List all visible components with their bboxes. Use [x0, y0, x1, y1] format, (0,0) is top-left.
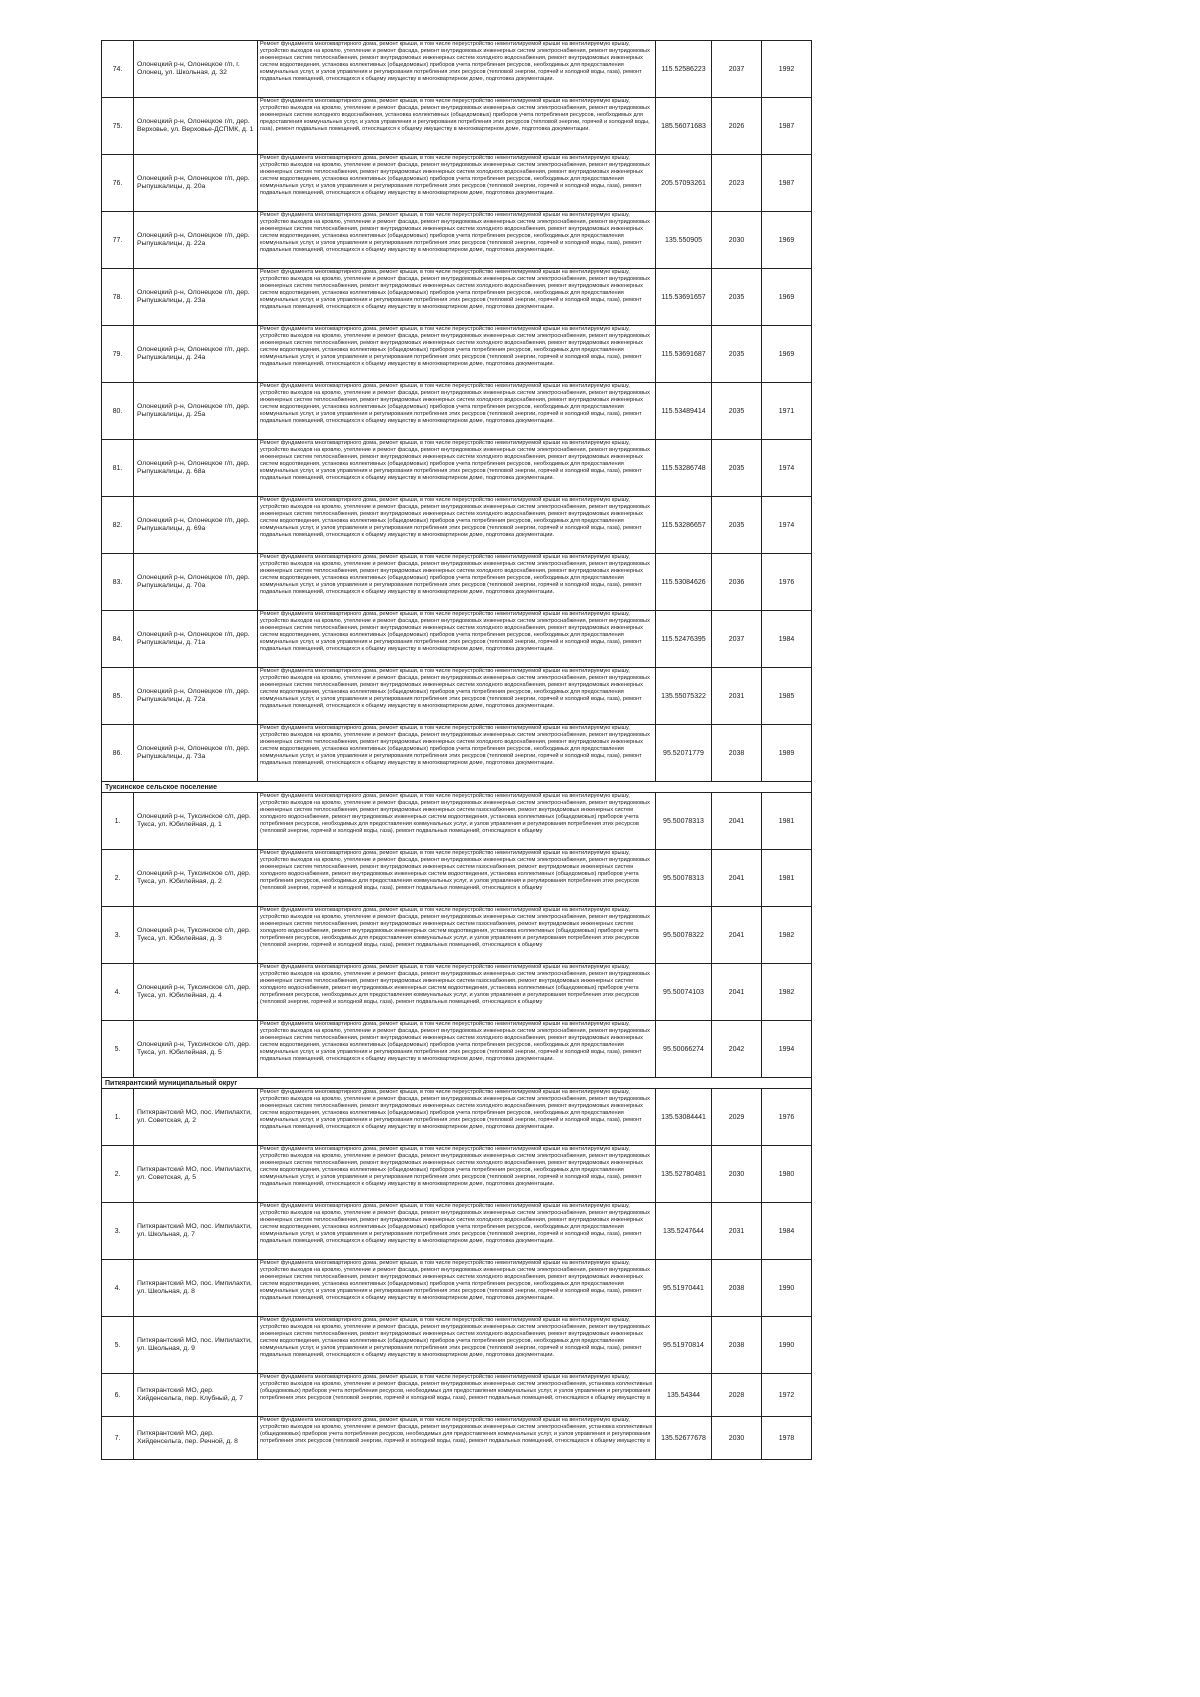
built-year-cell: 1987	[762, 155, 812, 212]
table-row	[102, 155, 812, 212]
work-description-text: Ремонт фундамента многоквартирного дома, ремонт крыши, в том числе переустройство невентилируемой крыши на вентилируемую крышу, устройство выходов на кровлю, утепление и ремонт фасада, ремонт внутридомовых инженерных систем электроснабжения, ремонт внутридомовых инженерных систем теплоснабжения, ремонт внутридомовых инженерных систем холодного водоснабжения, ремонт внутридомовых инженерных систем водоотведения, установка коллективных (общедомовых) приборов учета потребления ресурсов, необходимых для предоставления коммунальных услуг, и узлов управления и регулирования потребления этих ресурсов (тепловой энергии, горячей и холодной воды, газа), ремонт подвальных помещений, относящихся к общему имуществу в многоквартирном доме, подготовка документации.	[260, 1146, 650, 1188]
capital-repair-table	[101, 40, 812, 1460]
work-description-text: Ремонт фундамента многоквартирного дома, ремонт крыши, в том числе переустройство невентилируемой крыши на вентилируемую крышу, устройство выходов на кровлю, утепление и ремонт фасада, ремонт внутридомовых инженерных систем электроснабжения, ремонт внутридомовых инженерных систем теплоснабжения, ремонт внутридомовых инженерных систем газоснабжения, ремонт внутридомовых инженерных систем холодного водоснабжения, ремонт внутридомовых инженерных систем водоотведения, установка коллективных (общедомовых) приборов учета потребления ресурсов, необходимых для предоставления коммунальных услуг, и узлов управления и регулирования потребления этих ресурсов (тепловой энергии, горячей и холодной воды, газа), ремонт подвальных помещений, относящихся к общему	[260, 907, 650, 949]
built-year-cell: 1969	[762, 326, 812, 383]
table-row	[102, 383, 812, 440]
row-number: 1.	[102, 793, 134, 850]
planned-year-cell: 2023	[712, 155, 762, 212]
planned-year-cell: 2035	[712, 440, 762, 497]
row-number: 74.	[102, 41, 134, 98]
row-number: 78.	[102, 269, 134, 326]
work-description-cell	[258, 1089, 656, 1146]
built-year-cell: 1990	[762, 1260, 812, 1317]
table-row	[102, 964, 812, 1021]
built-year-cell: 1976	[762, 554, 812, 611]
address-cell: Олонецкий р-н, Олонецкое г/п, дер. Рыпушкалицы, д. 25а	[134, 383, 258, 440]
address-cell: Олонецкий р-н, Олонецкое г/п, дер. Рыпушкалицы, д. 23а	[134, 269, 258, 326]
work-description-text: Ремонт фундамента многоквартирного дома, ремонт крыши, в том числе переустройство невентилируемой крыши на вентилируемую крышу, устройство выходов на кровлю, утепление и ремонт фасада, ремонт внутридомовых инженерных систем электроснабжения, ремонт внутридомовых инженерных систем теплоснабжения, ремонт внутридомовых инженерных систем холодного водоснабжения, ремонт внутридомовых инженерных систем водоотведения, установка коллективных (общедомовых) приборов учета потребления ресурсов, необходимых для предоставления коммунальных услуг, и узлов управления и регулирования потребления этих ресурсов (тепловой энергии, горячей и холодной воды, газа), ремонт подвальных помещений, относящихся к общему имуществу в многоквартирном доме, подготовка документации.	[260, 440, 650, 482]
cost-cell: 95.51970814	[656, 1317, 712, 1374]
row-number: 77.	[102, 212, 134, 269]
built-year-cell: 1972	[762, 1374, 812, 1417]
address-cell: Олонецкий р-н, Олонецкое г/п, дер. Рыпушкалицы, д. 71а	[134, 611, 258, 668]
row-number: 86.	[102, 725, 134, 782]
section-title: Питкярантский муниципальный округ	[102, 1078, 812, 1089]
table-row	[102, 793, 812, 850]
row-number: 81.	[102, 440, 134, 497]
work-description-text: Ремонт фундамента многоквартирного дома, ремонт крыши, в том числе переустройство невентилируемой крыши на вентилируемую крышу, устройство выходов на кровлю, утепление и ремонт фасада, ремонт внутридомовых инженерных систем электроснабжения, ремонт внутридомовых инженерных систем теплоснабжения, ремонт внутридомовых инженерных систем холодного водоснабжения, ремонт внутридомовых инженерных систем водоотведения, установка коллективных (общедомовых) приборов учета потребления ресурсов, необходимых для предоставления коммунальных услуг, и узлов управления и регулирования потребления этих ресурсов (тепловой энергии, горячей и холодной воды, газа), ремонт подвальных помещений, относящихся к общему имуществу в многоквартирном доме, подготовка документации.	[260, 1317, 650, 1359]
work-description-cell	[258, 383, 656, 440]
built-year-cell: 1990	[762, 1317, 812, 1374]
address-cell: Олонецкий р-н, Туксинское с/п, дер. Тукса, ул. Юбилейная, д. 2	[134, 850, 258, 907]
cost-cell: 115.53691657	[656, 269, 712, 326]
work-description-text: Ремонт фундамента многоквартирного дома, ремонт крыши, в том числе переустройство невентилируемой крыши на вентилируемую крышу, устройство выходов на кровлю, утепление и ремонт фасада, ремонт внутридомовых инженерных систем электроснабжения, ремонт внутридомовых инженерных систем холодного водоснабжения, установка коллективных (общедомовых) приборов учета потребления ресурсов, необходимых для предоставления коммунальных услуг, и узлов управления и регулирования потребления этих ресурсов (тепловой энергии, горячей и холодной воды, газа), ремонт подвальных помещений, относящихся к общему имуществу в многоквартирном доме, подготовка документации.	[260, 98, 650, 133]
table-row	[102, 1417, 812, 1460]
cost-cell: 135.5247644	[656, 1203, 712, 1260]
cost-cell: 115.53286748	[656, 440, 712, 497]
work-description-text: Ремонт фундамента многоквартирного дома, ремонт крыши, в том числе переустройство невентилируемой крыши на вентилируемую крышу, устройство выходов на кровлю, утепление и ремонт фасада, ремонт внутридомовых инженерных систем электроснабжения, ремонт внутридомовых инженерных систем теплоснабжения, ремонт внутридомовых инженерных систем холодного водоснабжения, ремонт внутридомовых инженерных систем водоотведения, установка коллективных (общедомовых) приборов учета потребления ресурсов, необходимых для предоставления коммунальных услуг, и узлов управления и регулирования потребления этих ресурсов (тепловой энергии, горячей и холодной воды, газа), ремонт подвальных помещений, относящихся к общему имуществу в многоквартирном доме, подготовка документации.	[260, 611, 650, 653]
table-row	[102, 269, 812, 326]
planned-year-cell: 2028	[712, 1374, 762, 1417]
address-cell: Питкярантский МО, пос. Импилахти, ул. Школьная, д. 7	[134, 1203, 258, 1260]
row-number: 3.	[102, 907, 134, 964]
work-description-cell	[258, 1203, 656, 1260]
built-year-cell: 1982	[762, 907, 812, 964]
table-body	[102, 41, 812, 1460]
table-row	[102, 1146, 812, 1203]
work-description-cell	[258, 440, 656, 497]
address-cell: Олонецкий р-н, Олонецкое г/п, г. Олонец, ул. Школьная, д. 32	[134, 41, 258, 98]
address-cell: Олонецкий р-н, Туксинское с/п, дер. Тукса, ул. Юбилейная, д. 3	[134, 907, 258, 964]
address-cell: Питкярантский МО, дер. Хийденсельга, пер. Речной, д. 8	[134, 1417, 258, 1460]
planned-year-cell: 2029	[712, 1089, 762, 1146]
address-cell: Олонецкий р-н, Олонецкое г/п, дер. Верховье, ул. Верховье-ДСПМК, д. 1	[134, 98, 258, 155]
work-description-text: Ремонт фундамента многоквартирного дома, ремонт крыши, в том числе переустройство невентилируемой крыши на вентилируемую крышу, устройство выходов на кровлю, утепление и ремонт фасада, ремонт внутридомовых инженерных систем электроснабжения, ремонт внутридомовых инженерных систем теплоснабжения, ремонт внутридомовых инженерных систем холодного водоснабжения, ремонт внутридомовых инженерных систем водоотведения, установка коллективных (общедомовых) приборов учета потребления ресурсов, необходимых для предоставления коммунальных услуг, и узлов управления и регулирования потребления этих ресурсов (тепловой энергии, горячей и холодной воды, газа), ремонт подвальных помещений, относящихся к общему имуществу в многоквартирном доме, подготовка документации.	[260, 725, 650, 767]
planned-year-cell: 2030	[712, 1146, 762, 1203]
built-year-cell: 1980	[762, 1146, 812, 1203]
table-row	[102, 1021, 812, 1078]
table-row	[102, 668, 812, 725]
table-row	[102, 98, 812, 155]
row-number: 3.	[102, 1203, 134, 1260]
work-description-text: Ремонт фундамента многоквартирного дома, ремонт крыши, в том числе переустройство невентилируемой крыши на вентилируемую крышу, устройство выходов на кровлю, утепление и ремонт фасада, ремонт внутридомовых инженерных систем электроснабжения, установка коллективных (общедомовых) приборов учета потребления ресурсов, необходимых для предоставления коммунальных услуг, и узлов управления и регулирования потребления этих ресурсов (тепловой энергии, горячей и холодной воды, газа), ремонт подвальных помещений, относящихся к общему имуществу в	[260, 1417, 653, 1445]
built-year-cell: 1978	[762, 1417, 812, 1460]
built-year-cell: 1981	[762, 793, 812, 850]
address-cell: Олонецкий р-н, Олонецкое г/п, дер. Рыпушкалицы, д. 24а	[134, 326, 258, 383]
row-number: 4.	[102, 964, 134, 1021]
row-number: 83.	[102, 554, 134, 611]
planned-year-cell: 2042	[712, 1021, 762, 1078]
address-cell: Питкярантский МО, пос. Импилахти, ул. Советская, д. 5	[134, 1146, 258, 1203]
built-year-cell: 1984	[762, 611, 812, 668]
planned-year-cell: 2041	[712, 964, 762, 1021]
row-number: 6.	[102, 1374, 134, 1417]
row-number: 80.	[102, 383, 134, 440]
work-description-text: Ремонт фундамента многоквартирного дома, ремонт крыши, в том числе переустройство невентилируемой крыши на вентилируемую крышу, устройство выходов на кровлю, утепление и ремонт фасада, ремонт внутридомовых инженерных систем электроснабжения, ремонт внутридомовых инженерных систем теплоснабжения, ремонт внутридомовых инженерных систем холодного водоснабжения, ремонт внутридомовых инженерных систем водоотведения, установка коллективных (общедомовых) приборов учета потребления ресурсов, необходимых для предоставления коммунальных услуг, и узлов управления и регулирования потребления этих ресурсов (тепловой энергии, горячей и холодной воды, газа), ремонт подвальных помещений, относящихся к общему имуществу в многоквартирном доме, подготовка документации.	[260, 1260, 650, 1302]
row-number: 2.	[102, 1146, 134, 1203]
cost-cell: 115.53084626	[656, 554, 712, 611]
planned-year-cell: 2037	[712, 611, 762, 668]
cost-cell: 95.52071779	[656, 725, 712, 782]
built-year-cell: 1969	[762, 269, 812, 326]
table-row	[102, 725, 812, 782]
cost-cell: 95.51970441	[656, 1260, 712, 1317]
cost-cell: 135.53084441	[656, 1089, 712, 1146]
address-cell: Олонецкий р-н, Олонецкое г/п, дер. Рыпушкалицы, д. 69а	[134, 497, 258, 554]
cost-cell: 185.56071683	[656, 98, 712, 155]
section-title: Туксинское сельское поселение	[102, 782, 812, 793]
built-year-cell: 1984	[762, 1203, 812, 1260]
row-number: 85.	[102, 668, 134, 725]
address-cell: Олонецкий р-н, Олонецкое г/п, дер. Рыпушкалицы, д. 72а	[134, 668, 258, 725]
work-description-cell	[258, 269, 656, 326]
work-description-text: Ремонт фундамента многоквартирного дома, ремонт крыши, в том числе переустройство невентилируемой крыши на вентилируемую крышу, устройство выходов на кровлю, утепление и ремонт фасада, ремонт внутридомовых инженерных систем электроснабжения, ремонт внутридомовых инженерных систем теплоснабжения, ремонт внутридомовых инженерных систем холодного водоснабжения, ремонт внутридомовых инженерных систем водоотведения, установка коллективных (общедомовых) приборов учета потребления ресурсов, необходимых для предоставления коммунальных услуг, и узлов управления и регулирования потребления этих ресурсов (тепловой энергии, горячей и холодной воды, газа), ремонт подвальных помещений, относящихся к общему имуществу в многоквартирном доме, подготовка документации.	[260, 383, 650, 425]
work-description-text: Ремонт фундамента многоквартирного дома, ремонт крыши, в том числе переустройство невентилируемой крыши на вентилируемую крышу, устройство выходов на кровлю, утепление и ремонт фасада, ремонт внутридомовых инженерных систем электроснабжения, ремонт внутридомовых инженерных систем теплоснабжения, ремонт внутридомовых инженерных систем холодного водоснабжения, ремонт внутридомовых инженерных систем водоотведения, установка коллективных (общедомовых) приборов учета потребления ресурсов, необходимых для предоставления коммунальных услуг, и узлов управления и регулирования потребления этих ресурсов (тепловой энергии, горячей и холодной воды, газа), ремонт подвальных помещений, относящихся к общему имуществу в многоквартирном доме, подготовка документации.	[260, 41, 650, 83]
planned-year-cell: 2041	[712, 850, 762, 907]
work-description-text: Ремонт фундамента многоквартирного дома, ремонт крыши, в том числе переустройство невентилируемой крыши на вентилируемую крышу, устройство выходов на кровлю, утепление и ремонт фасада, ремонт внутридомовых инженерных систем электроснабжения, ремонт внутридомовых инженерных систем теплоснабжения, ремонт внутридомовых инженерных систем газоснабжения, ремонт внутридомовых инженерных систем холодного водоснабжения, ремонт внутридомовых инженерных систем водоотведения, установка коллективных (общедомовых) приборов учета потребления ресурсов, необходимых для предоставления коммунальных услуг, и узлов управления и регулирования потребления этих ресурсов (тепловой энергии, горячей и холодной воды, газа), ремонт подвальных помещений, относящихся к общему	[260, 793, 650, 835]
cost-cell: 115.53286657	[656, 497, 712, 554]
address-cell: Питкярантский МО, пос. Импилахти, ул. Школьная, д. 9	[134, 1317, 258, 1374]
table-row	[102, 907, 812, 964]
section-heading-row	[102, 1078, 812, 1089]
row-number: 5.	[102, 1317, 134, 1374]
address-cell: Питкярантский МО, пос. Импилахти, ул. Советская, д. 2	[134, 1089, 258, 1146]
cost-cell: 115.53489414	[656, 383, 712, 440]
cost-cell: 115.52586223	[656, 41, 712, 98]
work-description-text: Ремонт фундамента многоквартирного дома, ремонт крыши, в том числе переустройство невентилируемой крыши на вентилируемую крышу, устройство выходов на кровлю, утепление и ремонт фасада, ремонт внутридомовых инженерных систем электроснабжения, ремонт внутридомовых инженерных систем теплоснабжения, ремонт внутридомовых инженерных систем холодного водоснабжения, ремонт внутридомовых инженерных систем водоотведения, установка коллективных (общедомовых) приборов учета потребления ресурсов, необходимых для предоставления коммунальных услуг, и узлов управления и регулирования потребления этих ресурсов (тепловой энергии, горячей и холодной воды, газа), ремонт подвальных помещений, относящихся к общему имуществу в многоквартирном доме, подготовка документации.	[260, 497, 650, 539]
table-row	[102, 1089, 812, 1146]
address-cell: Олонецкий р-н, Туксинское с/п, дер. Тукса, ул. Юбилейная, д. 1	[134, 793, 258, 850]
work-description-cell	[258, 725, 656, 782]
row-number: 76.	[102, 155, 134, 212]
built-year-cell: 1974	[762, 440, 812, 497]
row-number: 84.	[102, 611, 134, 668]
planned-year-cell: 2038	[712, 1260, 762, 1317]
work-description-text: Ремонт фундамента многоквартирного дома, ремонт крыши, в том числе переустройство невентилируемой крыши на вентилируемую крышу, устройство выходов на кровлю, утепление и ремонт фасада, ремонт внутридомовых инженерных систем электроснабжения, установка коллективных (общедомовых) приборов учета потребления ресурсов, необходимых для предоставления коммунальных услуг, и узлов управления и регулирования потребления этих ресурсов (тепловой энергии, горячей и холодной воды, газа), ремонт подвальных помещений, относящихся к общему имуществу в	[260, 1374, 653, 1402]
work-description-cell	[258, 41, 656, 98]
address-cell: Олонецкий р-н, Олонецкое г/п, дер. Рыпушкалицы, д. 68а	[134, 440, 258, 497]
work-description-cell	[258, 1374, 656, 1417]
planned-year-cell: 2030	[712, 212, 762, 269]
row-number: 2.	[102, 850, 134, 907]
work-description-cell	[258, 1417, 656, 1460]
cost-cell: 95.50066274	[656, 1021, 712, 1078]
cost-cell: 135.52780481	[656, 1146, 712, 1203]
work-description-text: Ремонт фундамента многоквартирного дома, ремонт крыши, в том числе переустройство невентилируемой крыши на вентилируемую крышу, устройство выходов на кровлю, утепление и ремонт фасада, ремонт внутридомовых инженерных систем электроснабжения, ремонт внутридомовых инженерных систем теплоснабжения, ремонт внутридомовых инженерных систем холодного водоснабжения, ремонт внутридомовых инженерных систем водоотведения, установка коллективных (общедомовых) приборов учета потребления ресурсов, необходимых для предоставления коммунальных услуг, и узлов управления и регулирования потребления этих ресурсов (тепловой энергии, горячей и холодной воды, газа), ремонт подвальных помещений, относящихся к общему имуществу в многоквартирном доме, подготовка документации.	[260, 212, 650, 254]
table-row	[102, 41, 812, 98]
built-year-cell: 1971	[762, 383, 812, 440]
table-row	[102, 212, 812, 269]
address-cell: Олонецкий р-н, Туксинское с/п, дер. Тукса, ул. Юбилейная, д. 4	[134, 964, 258, 1021]
table-row	[102, 611, 812, 668]
cost-cell: 95.50078322	[656, 907, 712, 964]
work-description-cell	[258, 497, 656, 554]
table-row	[102, 554, 812, 611]
address-cell: Олонецкий р-н, Олонецкое г/п, дер. Рыпушкалицы, д. 20а	[134, 155, 258, 212]
work-description-cell	[258, 793, 656, 850]
cost-cell: 205.57093261	[656, 155, 712, 212]
work-description-text: Ремонт фундамента многоквартирного дома, ремонт крыши, в том числе переустройство невентилируемой крыши на вентилируемую крышу, устройство выходов на кровлю, утепление и ремонт фасада, ремонт внутридомовых инженерных систем электроснабжения, ремонт внутридомовых инженерных систем теплоснабжения, ремонт внутридомовых инженерных систем холодного водоснабжения, ремонт внутридомовых инженерных систем водоотведения, установка коллективных (общедомовых) приборов учета потребления ресурсов, необходимых для предоставления коммунальных услуг, и узлов управления и регулирования потребления этих ресурсов (тепловой энергии, горячей и холодной воды, газа), ремонт подвальных помещений, относящихся к общему имуществу в многоквартирном доме, подготовка документации.	[260, 1203, 650, 1245]
planned-year-cell: 2026	[712, 98, 762, 155]
table-row	[102, 326, 812, 383]
planned-year-cell: 2031	[712, 668, 762, 725]
built-year-cell: 1992	[762, 41, 812, 98]
built-year-cell: 1974	[762, 497, 812, 554]
work-description-text: Ремонт фундамента многоквартирного дома, ремонт крыши, в том числе переустройство невентилируемой крыши на вентилируемую крышу, устройство выходов на кровлю, утепление и ремонт фасада, ремонт внутридомовых инженерных систем электроснабжения, ремонт внутридомовых инженерных систем теплоснабжения, ремонт внутридомовых инженерных систем холодного водоснабжения, ремонт внутридомовых инженерных систем водоотведения, установка коллективных (общедомовых) приборов учета потребления ресурсов, необходимых для предоставления коммунальных услуг, и узлов управления и регулирования потребления этих ресурсов (тепловой энергии, горячей и холодной воды, газа), ремонт подвальных помещений, относящихся к общему имуществу в многоквартирном доме, подготовка документации.	[260, 326, 650, 368]
planned-year-cell: 2035	[712, 326, 762, 383]
work-description-cell	[258, 155, 656, 212]
table-row	[102, 497, 812, 554]
cost-cell: 115.53691687	[656, 326, 712, 383]
planned-year-cell: 2036	[712, 554, 762, 611]
work-description-text: Ремонт фундамента многоквартирного дома, ремонт крыши, в том числе переустройство невентилируемой крыши на вентилируемую крышу, устройство выходов на кровлю, утепление и ремонт фасада, ремонт внутридомовых инженерных систем электроснабжения, ремонт внутридомовых инженерных систем теплоснабжения, ремонт внутридомовых инженерных систем холодного водоснабжения, ремонт внутридомовых инженерных систем водоотведения, установка коллективных (общедомовых) приборов учета потребления ресурсов, необходимых для предоставления коммунальных услуг, и узлов управления и регулирования потребления этих ресурсов (тепловой энергии, горячей и холодной воды, газа), ремонт подвальных помещений, относящихся к общему имуществу в многоквартирном доме, подготовка документации.	[260, 269, 650, 311]
work-description-text: Ремонт фундамента многоквартирного дома, ремонт крыши, в том числе переустройство невентилируемой крыши на вентилируемую крышу, устройство выходов на кровлю, утепление и ремонт фасада, ремонт внутридомовых инженерных систем электроснабжения, ремонт внутридомовых инженерных систем теплоснабжения, ремонт внутридомовых инженерных систем холодного водоснабжения, ремонт внутридомовых инженерных систем водоотведения, установка коллективных (общедомовых) приборов учета потребления ресурсов, необходимых для предоставления коммунальных услуг, и узлов управления и регулирования потребления этих ресурсов (тепловой энергии, горячей и холодной воды, газа), ремонт подвальных помещений, относящихся к общему имуществу в многоквартирном доме, подготовка документации.	[260, 1021, 650, 1063]
work-description-cell	[258, 850, 656, 907]
planned-year-cell: 2030	[712, 1417, 762, 1460]
address-cell: Олонецкий р-н, Туксинское с/п, дер. Тукса, ул. Юбилейная, д. 5	[134, 1021, 258, 1078]
work-description-cell	[258, 668, 656, 725]
planned-year-cell: 2038	[712, 1317, 762, 1374]
cost-cell: 95.50078313	[656, 793, 712, 850]
work-description-cell	[258, 554, 656, 611]
planned-year-cell: 2035	[712, 269, 762, 326]
row-number: 1.	[102, 1089, 134, 1146]
section-heading-row	[102, 782, 812, 793]
row-number: 82.	[102, 497, 134, 554]
work-description-cell	[258, 326, 656, 383]
work-description-text: Ремонт фундамента многоквартирного дома, ремонт крыши, в том числе переустройство невентилируемой крыши на вентилируемую крышу, устройство выходов на кровлю, утепление и ремонт фасада, ремонт внутридомовых инженерных систем электроснабжения, ремонт внутридомовых инженерных систем теплоснабжения, ремонт внутридомовых инженерных систем холодного водоснабжения, ремонт внутридомовых инженерных систем водоотведения, установка коллективных (общедомовых) приборов учета потребления ресурсов, необходимых для предоставления коммунальных услуг, и узлов управления и регулирования потребления этих ресурсов (тепловой энергии, горячей и холодной воды, газа), ремонт подвальных помещений, относящихся к общему имуществу в многоквартирном доме, подготовка документации.	[260, 554, 650, 596]
cost-cell: 135.55075322	[656, 668, 712, 725]
row-number: 4.	[102, 1260, 134, 1317]
work-description-cell	[258, 1146, 656, 1203]
table-row	[102, 1203, 812, 1260]
built-year-cell: 1985	[762, 668, 812, 725]
built-year-cell: 1989	[762, 725, 812, 782]
built-year-cell: 1987	[762, 98, 812, 155]
table-row	[102, 1374, 812, 1417]
address-cell: Питкярантский МО, пос. Импилахти, ул. Школьная, д. 8	[134, 1260, 258, 1317]
built-year-cell: 1981	[762, 850, 812, 907]
built-year-cell: 1994	[762, 1021, 812, 1078]
cost-cell: 135.52677678	[656, 1417, 712, 1460]
built-year-cell: 1976	[762, 1089, 812, 1146]
work-description-cell	[258, 1260, 656, 1317]
work-description-text: Ремонт фундамента многоквартирного дома, ремонт крыши, в том числе переустройство невентилируемой крыши на вентилируемую крышу, устройство выходов на кровлю, утепление и ремонт фасада, ремонт внутридомовых инженерных систем электроснабжения, ремонт внутридомовых инженерных систем теплоснабжения, ремонт внутридомовых инженерных систем газоснабжения, ремонт внутридомовых инженерных систем холодного водоснабжения, ремонт внутридомовых инженерных систем водоотведения, установка коллективных (общедомовых) приборов учета потребления ресурсов, необходимых для предоставления коммунальных услуг, и узлов управления и регулирования потребления этих ресурсов (тепловой энергии, горячей и холодной воды, газа), ремонт подвальных помещений, относящихся к общему	[260, 850, 650, 892]
planned-year-cell: 2031	[712, 1203, 762, 1260]
work-description-cell	[258, 98, 656, 155]
built-year-cell: 1969	[762, 212, 812, 269]
built-year-cell: 1982	[762, 964, 812, 1021]
cost-cell: 95.50078313	[656, 850, 712, 907]
address-cell: Олонецкий р-н, Олонецкое г/п, дер. Рыпушкалицы, д. 73а	[134, 725, 258, 782]
work-description-text: Ремонт фундамента многоквартирного дома, ремонт крыши, в том числе переустройство невентилируемой крыши на вентилируемую крышу, устройство выходов на кровлю, утепление и ремонт фасада, ремонт внутридомовых инженерных систем электроснабжения, ремонт внутридомовых инженерных систем теплоснабжения, ремонт внутридомовых инженерных систем холодного водоснабжения, ремонт внутридомовых инженерных систем водоотведения, установка коллективных (общедомовых) приборов учета потребления ресурсов, необходимых для предоставления коммунальных услуг, и узлов управления и регулирования потребления этих ресурсов (тепловой энергии, горячей и холодной воды, газа), ремонт подвальных помещений, относящихся к общему имуществу в многоквартирном доме, подготовка документации.	[260, 668, 650, 710]
address-cell: Олонецкий р-н, Олонецкое г/п, дер. Рыпушкалицы, д. 22а	[134, 212, 258, 269]
table-row	[102, 440, 812, 497]
work-description-cell	[258, 907, 656, 964]
row-number: 75.	[102, 98, 134, 155]
cost-cell: 95.50074103	[656, 964, 712, 1021]
work-description-text: Ремонт фундамента многоквартирного дома, ремонт крыши, в том числе переустройство невентилируемой крыши на вентилируемую крышу, устройство выходов на кровлю, утепление и ремонт фасада, ремонт внутридомовых инженерных систем электроснабжения, ремонт внутридомовых инженерных систем теплоснабжения, ремонт внутридомовых инженерных систем газоснабжения, ремонт внутридомовых инженерных систем холодного водоснабжения, ремонт внутридомовых инженерных систем водоотведения, установка коллективных (общедомовых) приборов учета потребления ресурсов, необходимых для предоставления коммунальных услуг, и узлов управления и регулирования потребления этих ресурсов (тепловой энергии, горячей и холодной воды, газа), ремонт подвальных помещений, относящихся к общему	[260, 964, 650, 1006]
row-number: 79.	[102, 326, 134, 383]
work-description-text: Ремонт фундамента многоквартирного дома, ремонт крыши, в том числе переустройство невентилируемой крыши на вентилируемую крышу, устройство выходов на кровлю, утепление и ремонт фасада, ремонт внутридомовых инженерных систем электроснабжения, ремонт внутридомовых инженерных систем теплоснабжения, ремонт внутридомовых инженерных систем холодного водоснабжения, ремонт внутридомовых инженерных систем водоотведения, установка коллективных (общедомовых) приборов учета потребления ресурсов, необходимых для предоставления коммунальных услуг, и узлов управления и регулирования потребления этих ресурсов (тепловой энергии, горячей и холодной воды, газа), ремонт подвальных помещений, относящихся к общему имуществу в многоквартирном доме, подготовка документации.	[260, 155, 650, 197]
table-row	[102, 1317, 812, 1374]
cost-cell: 135.550905	[656, 212, 712, 269]
planned-year-cell: 2035	[712, 497, 762, 554]
table-row	[102, 850, 812, 907]
address-cell: Питкярантский МО, дер. Хийденсельга, пер. Клубный, д. 7	[134, 1374, 258, 1417]
planned-year-cell: 2041	[712, 793, 762, 850]
work-description-cell	[258, 1021, 656, 1078]
table-row	[102, 1260, 812, 1317]
address-cell: Олонецкий р-н, Олонецкое г/п, дер. Рыпушкалицы, д. 70а	[134, 554, 258, 611]
planned-year-cell: 2038	[712, 725, 762, 782]
row-number: 7.	[102, 1417, 134, 1460]
planned-year-cell: 2041	[712, 907, 762, 964]
work-description-cell	[258, 964, 656, 1021]
work-description-cell	[258, 611, 656, 668]
row-number: 5.	[102, 1021, 134, 1078]
work-description-cell	[258, 1317, 656, 1374]
cost-cell: 115.52476395	[656, 611, 712, 668]
work-description-cell	[258, 212, 656, 269]
cost-cell: 135.54344	[656, 1374, 712, 1417]
planned-year-cell: 2037	[712, 41, 762, 98]
planned-year-cell: 2035	[712, 383, 762, 440]
work-description-text: Ремонт фундамента многоквартирного дома, ремонт крыши, в том числе переустройство невентилируемой крыши на вентилируемую крышу, устройство выходов на кровлю, утепление и ремонт фасада, ремонт внутридомовых инженерных систем электроснабжения, ремонт внутридомовых инженерных систем теплоснабжения, ремонт внутридомовых инженерных систем холодного водоснабжения, ремонт внутридомовых инженерных систем водоотведения, установка коллективных (общедомовых) приборов учета потребления ресурсов, необходимых для предоставления коммунальных услуг, и узлов управления и регулирования потребления этих ресурсов (тепловой энергии, горячей и холодной воды, газа), ремонт подвальных помещений, относящихся к общему имуществу в многоквартирном доме, подготовка документации.	[260, 1089, 650, 1131]
